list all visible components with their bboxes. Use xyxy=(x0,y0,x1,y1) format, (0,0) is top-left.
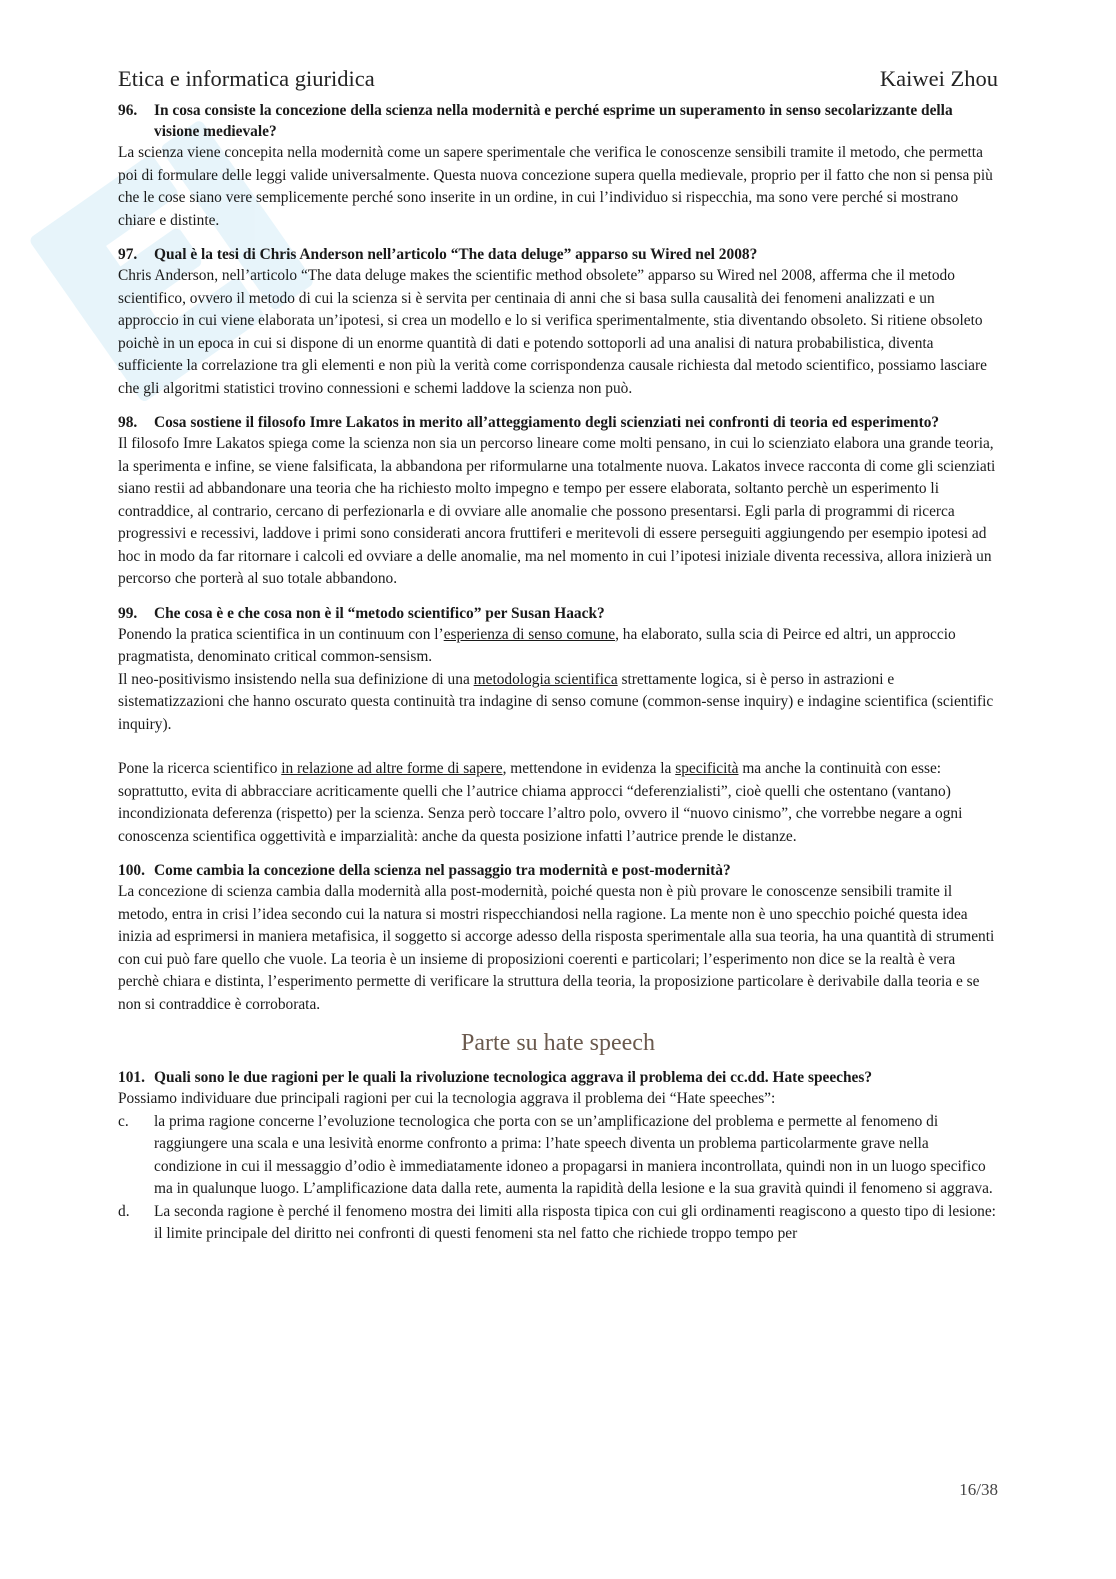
question-100 xyxy=(118,860,998,1016)
text-span: Il neo-positivismo insistendo nella sua definizione di una xyxy=(118,670,474,688)
list-marker: c. xyxy=(118,1112,129,1130)
question-text: Qual è la tesi di Chris Anderson nell’articolo “The data deluge” apparso su Wired nel 2008? xyxy=(154,246,758,263)
answer-paragraph xyxy=(118,669,998,737)
answer-paragraph: Il filosofo Imre Lakatos spiega come la scienza non sia un percorso lineare come molti pensano, in cui lo scienziato elabora una grande teoria, la sperimenta e infine, se viene falsificata, la abbandona per riformularne una totalmente nuova. Lakatos invece racconta di come gli scienziati siano restii ad abbandonare una teoria che ha richiesto molto impegno e tempo per essere elaborata, soltanto perchè un esperimento li contraddice, al contrario, cercano di perfezionarla e di ovviare alle anomalie che possono presentarsi. Egli parla di programmi di ricerca progressivi e recessivi, laddove i primi sono considerati ancora fruttiferi e meritevoli di essere perseguiti aggiungendo per esempio ipotesi ad hoc in modo da far ritornare i calcoli ed ovviare a delle anomalie, ma nel momento in cui l’ipotesi iniziale diventa recessiva, allora inizierà un percorso che porterà al suo totale abbandono. xyxy=(118,435,996,587)
question-text: Quali sono le due ragioni per le quali la rivoluzione tecnologica aggrava il problema dei cc.dd. Hate speeches? xyxy=(154,1069,873,1086)
question-heading xyxy=(118,860,998,881)
question-heading xyxy=(118,244,998,265)
section-heading: Parte su hate speech xyxy=(461,1030,655,1056)
question-number: 98. xyxy=(118,414,138,431)
question-heading xyxy=(118,603,998,624)
text-span: strettamente logica, si è perso in astrazioni e sistematizzazioni che hanno oscurato questa continuità tra indagine di senso comune (common-sense inquiry) e indagine scientifica (scientific inquiry). xyxy=(118,670,994,733)
list-item-text: la prima ragione concerne l’evoluzione tecnologica che porta con se un’amplificazione del problema e permette al fenomeno di raggiungere una scala e una lesività enorme confronto a prima: l’hate speech diventa un problema particolarmente grave nella condizione in cui il messaggio d’odio è immediatamente idoneo a propagarsi in maniera incontrollata, quindi non in un luogo specifico ma in qualunque luogo. L’amplificazione data dalla rete, aumenta la rapidità della lesione e la sua gravità quindi il fenomeno si aggrava. xyxy=(154,1112,993,1197)
text-span: , ha elaborato, sulla scia di Peirce ed altri, un approccio pragmatista, denominato critical common-sensism. xyxy=(118,625,956,665)
page-header xyxy=(118,66,998,100)
question-heading xyxy=(118,100,998,142)
question-text: Che cosa è e che cosa non è il “metodo scientifico” per Susan Haack? xyxy=(154,604,605,622)
answer-paragraph xyxy=(118,758,998,848)
question-98 xyxy=(118,412,998,591)
answer-paragraph xyxy=(118,624,998,669)
question-number: 100. xyxy=(118,862,145,879)
underlined-term: in relazione ad altre forme di sapere xyxy=(281,760,503,777)
question-text: Come cambia la concezione della scienza nel passaggio tra modernità e post-modernità? xyxy=(154,862,731,879)
answer-paragraph: La concezione di scienza cambia dalla modernità alla post-modernità, poiché questa non è più provare le conoscenze sensibili tramite il metodo, entra in crisi l’idea secondo cui la natura si mostri rispecchiandosi nella ragione. La mente non è uno specchio poiché questa idea inizia ad esprimersi in maniera metafisica, il soggetto si accorge adesso della risposta sperimentale alla sua teoria, ha una quantità di strumenti con cui può fare quello che vuole. La teoria è un insieme di proposizioni coerenti e particolari; l’esperimento non dice se la realtà è vera perchè chiara e distinta, l’esperimento permette di verificare la struttura della teoria, la proposizione particolare è derivabile dalla teoria e se non si contraddice è corroborata. xyxy=(118,883,995,1013)
header-author: Kaiwei Zhou xyxy=(879,66,998,91)
question-number: 96. xyxy=(118,102,138,119)
list-item-text: La seconda ragione è perché il fenomeno mostra dei limiti alla risposta tipica con cui gli ordinamenti reagiscono a questo tipo di lesione: il limite principale del diritto nei confronti di questi fenomeni sta nel fatto che richiede troppo tempo per xyxy=(154,1202,996,1242)
question-text: Cosa sostiene il filosofo Imre Lakatos in merito all’atteggiamento degli scienziati nei confronti di teoria ed esperimento? xyxy=(154,414,940,431)
text-span: ma anche la continuità con esse: soprattutto, evita di abbracciare acriticamente quelli che l’autrice chiama approcci “deferenzialisti”, cioè quelli che ostentano (vantano) incondizionata deferenza (rispetto) per la scienza. Senza però toccare l’altro polo, ovvero il “nuovo cinismo”, che vorrebbe negare a ogni conoscenza scientifica oggettività e imparzialità: anche da questa posizione infatti l’autrice prende le distanze. xyxy=(118,760,963,845)
document-page xyxy=(118,66,998,1246)
answer-paragraph: La scienza viene concepita nella modernità come un sapere sperimentale che verifica le conoscenze sensibili tramite il metodo, che permetta poi di formulare delle leggi valide universalmente. Questa nuova concezione supera quella medievale, proprio per il fatto che non si pensa più che le cose siano vere semplicemente perché sono inserite in un ordine, in cui l’individuo si rispecchia, ma sono vere perché si mostrano chiare e distinte. xyxy=(118,144,993,229)
text-span: Ponendo la pratica scientifica in un continuum con l’ xyxy=(118,625,444,643)
answer-paragraph: Chris Anderson, nell’articolo “The data deluge makes the scientific method obsolete” apparso su Wired nel 2008, afferma che il metodo scientifico, ovvero il metodo di cui la scienza si è servita per centinaia di anni che si basa sulla causalità dei fenomeni analizzati e un approccio in cui viene elaborata un’ipotesi, si crea un modello e lo si verifica sperimentalmente, stia diventando obsoleto. Si ritiene obsoleto poichè in un epoca in cui si dispone di un enorme quantità di dati e potendo sottoporli ad una analisi di natura probabilistica, diventa sufficiente la correlazione tra gli elementi e non più la verità come corrispondenza causale richiesta dal metodo scientifico, possiamo lasciare che gli algoritmi statistici trovino connessioni e schemi laddove la scienza non può. xyxy=(118,267,987,397)
question-heading xyxy=(118,412,998,433)
question-heading xyxy=(118,1067,998,1088)
question-101 xyxy=(118,1067,998,1246)
list-item xyxy=(118,1201,998,1246)
question-99 xyxy=(118,603,998,849)
page-number: 16/38 xyxy=(959,1480,998,1499)
underlined-term: metodologia scientifica xyxy=(473,670,618,688)
question-number: 97. xyxy=(118,246,138,263)
underlined-term: specificità xyxy=(675,760,739,777)
list-marker: d. xyxy=(118,1202,130,1220)
list-item xyxy=(118,1111,998,1201)
underlined-term: esperienza di senso comune xyxy=(443,625,616,643)
text-span: , mettendone in evidenza la xyxy=(502,760,676,777)
question-number: 101. xyxy=(118,1069,145,1086)
answer-intro: Possiamo individuare due principali ragioni per cui la tecnologia aggrava il problema dei “Hate speeches”: xyxy=(118,1090,776,1107)
header-course-title: Etica e informatica giuridica xyxy=(118,66,375,91)
question-number: 99. xyxy=(118,604,138,622)
question-97 xyxy=(118,244,998,400)
text-span: Pone la ricerca scientifico xyxy=(118,760,282,777)
question-96 xyxy=(118,100,998,232)
question-text: In cosa consiste la concezione della scienza nella modernità e perché esprime un superamento in senso secolarizzante della visione medievale? xyxy=(154,102,953,140)
